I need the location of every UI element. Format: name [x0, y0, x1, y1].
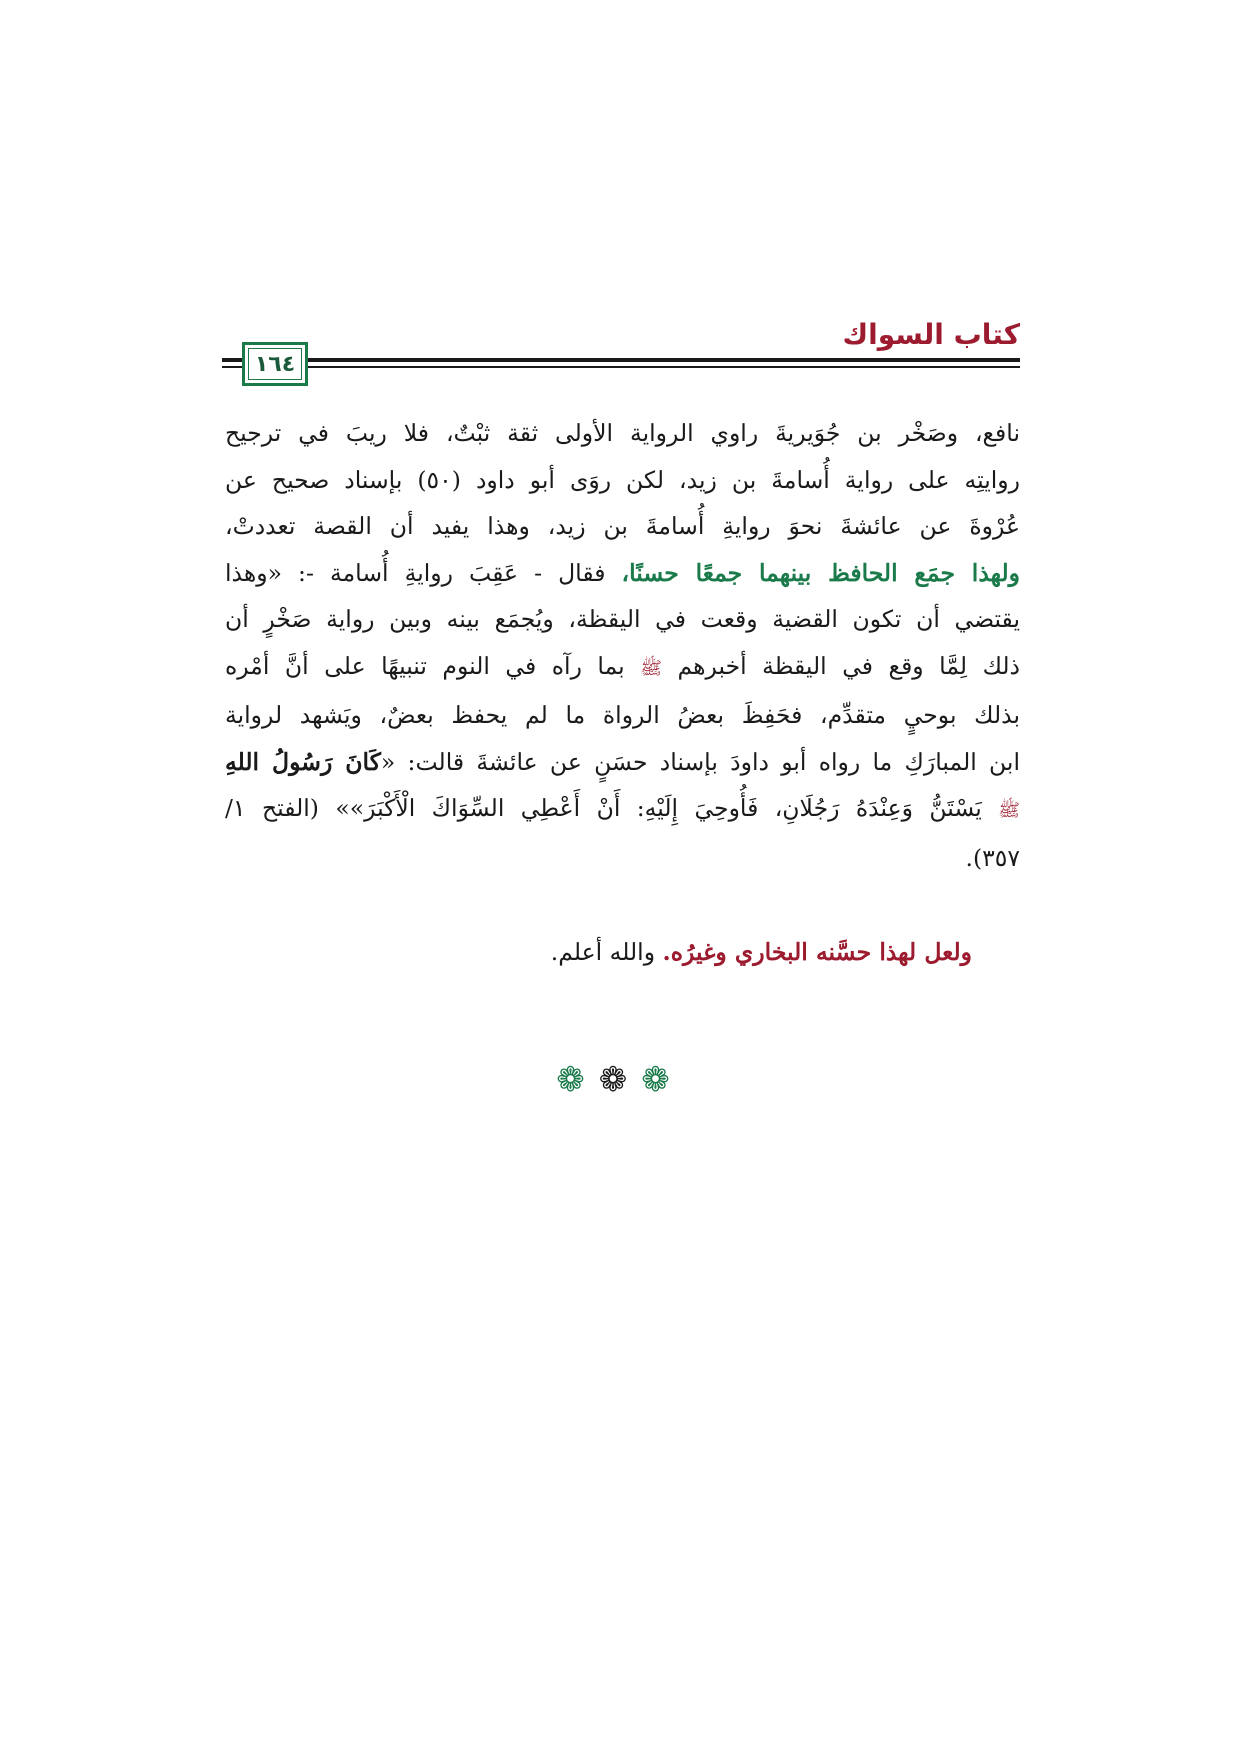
text-line-8-a: ابن المبارَكِ ما رواه أبو داودَ بإسناد حسَنٍ عن عائشةَ قالت: « — [380, 747, 1020, 776]
text-line-8 — [225, 739, 1020, 786]
text-line-2: روايتِه على رواية أُسامةَ بن زيد، لكن روَى أبو داود (٥٠) بإسناد صحيح عن — [225, 465, 1020, 494]
text-line-4-rest: فقال - عَقِبَ روايةِ أُسامة -: «وهذا — [225, 558, 622, 587]
conclusion-rest: والله أعلم. — [550, 938, 663, 966]
ornament-icon-left: ❁ — [556, 1060, 599, 1100]
text-line-5: يقتضي أن تكون القضية وقعت في اليقظة، ويُجمَع بينه وبين رواية صَخْرٍ أن — [225, 605, 1020, 633]
conclusion-line — [551, 938, 972, 966]
main-paragraph — [225, 410, 1020, 881]
header-rule-thin — [222, 366, 1020, 368]
header-rule-thick — [222, 358, 1020, 362]
text-line-10: ٣٥٧). — [965, 843, 1020, 872]
ornament-icon-right: ❁ — [641, 1060, 684, 1100]
page-header — [222, 318, 1020, 388]
text-line-6 — [225, 643, 1020, 693]
text-line-9 — [225, 785, 1020, 835]
salutation-symbol-2: ﷺ — [998, 800, 1020, 821]
text-line-3: عُرْوةَ عن عائشةَ نحوَ روايةِ أُسامةَ بن زيد، وهذا يفيد أن القصة تعددتْ، — [225, 512, 1020, 540]
conclusion-highlight: ولعل لهذا حسَّنه البخاري وغيرُه. — [662, 938, 972, 966]
ornament-icon-center: ❁ — [598, 1060, 642, 1100]
page-number: ١٦٤ — [254, 351, 296, 377]
text-line-9-text: يَسْتَنُّ وَعِنْدَهُ رَجُلَانِ، فَأُوحِيَ إِلَيْهِ: أَنْ أَعْطِي السِّوَاكَ الْأَكْبَرَ»» (الفتح ١/ — [225, 794, 999, 822]
section-divider-ornaments — [0, 1060, 1240, 1100]
text-line-4 — [225, 550, 1020, 597]
highlight-green-phrase: ولهذا جمَع الحافظ بينهما جمعًا حسنًا، — [621, 558, 1020, 587]
page-number-frame — [242, 342, 308, 386]
text-line-6-b: بما رآه في النوم تنبيهًا على أنَّ أمْره — [225, 651, 641, 680]
book-title: كتاب السواك — [842, 318, 1020, 351]
hadith-opening-bold: كَانَ رَسُولُ اللهِ — [225, 747, 381, 776]
text-line-7: بذلك بوحيٍ متقدِّم، فحَفِظَ بعضُ الرواة ما لم يحفظ بعضٌ، ويَشهد لرواية — [225, 701, 1020, 729]
salutation-symbol: ﷺ — [640, 657, 662, 679]
text-line-6-a: ذلك لِمَّا وقع في اليقظة أخبرهم — [662, 651, 1021, 680]
text-line-1: نافع، وصَخْر بن جُوَيريةَ راوي الرواية الأولى ثقة ثبْتٌ، فلا ريبَ في ترجيح — [225, 419, 1020, 447]
